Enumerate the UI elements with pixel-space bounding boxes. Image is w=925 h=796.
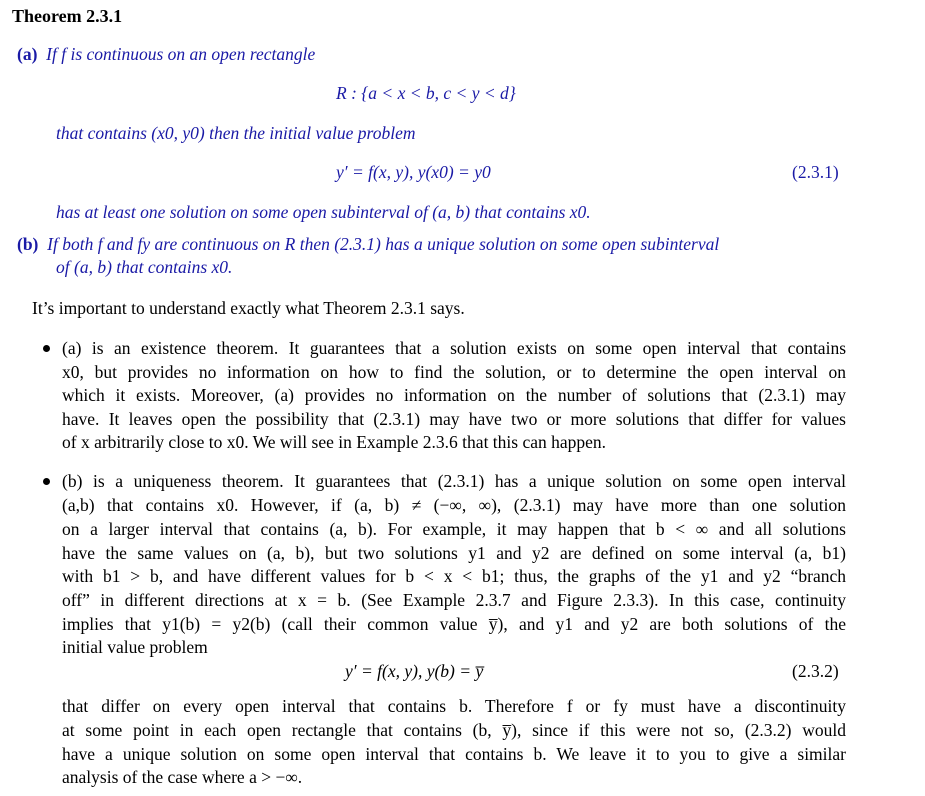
bullet-b-line-3: on a larger interval that contains (a, b). For example, it may happen that b < ∞ and all solutions [62,519,846,539]
part-a-conclusion: has at least one solution on some open subinterval of (a, b) that contains x0. [56,202,591,222]
bullet-b-line-2: (a,b) that contains x0. However, if (a, b) ≠ (−∞, ∞), (2.3.1) may have more than one solution [62,495,846,515]
theorem-part-a-intro [17,44,315,64]
bullet-b-line-6: off” in different directions at x = b. (See Example 2.3.7 and Figure 2.3.3). In this case, continuity [62,590,846,610]
bullet-b-line-7: implies that y1(b) = y2(b) (call their common value y̅), and y1 and y2 are both solutions of the [62,614,846,634]
equation-number-2-3-1: (2.3.1) [792,162,839,182]
bullet-b-dot [43,478,50,485]
equation-number-2-3-2: (2.3.2) [792,661,839,681]
part-b-line1-text: If both f and fy are continuous on R then (2.3.1) has a unique solution on some open subinterval [47,234,720,254]
bullet-a-line-2: x0, but provides no information on how to find the solution, or to determine the open interval on [62,362,846,382]
equation-2-3-1: y′ = f(x, y), y(x0) = y0 [336,162,491,182]
intro-sentence: It’s important to understand exactly what Theorem 2.3.1 says. [32,298,465,318]
part-a-contains: that contains (x0, y0) then the initial value problem [56,123,416,143]
theorem-part-b-line1 [17,234,847,254]
bullet-a-line-4: have. It leaves open the possibility that (2.3.1) may have two or more solutions that differ for values [62,409,846,429]
bullet-b-after-line-1: that differ on every open interval that contains b. Therefore f or fy must have a discontinuity [62,696,846,716]
theorem-part-b-line2: of (a, b) that contains x0. [56,257,233,277]
bullet-b-line-1: (b) is a uniqueness theorem. It guarantees that (2.3.1) has a unique solution on some open interval [62,471,846,491]
rectangle-definition: R : {a < x < b, c < y < d} [336,83,516,103]
bullet-a-dot [43,345,50,352]
bullet-b-line-5: with b1 > b, and have different values for b < x < b1; thus, the graphs of the y1 and y2 “branch [62,566,846,586]
bullet-a-line-3: which it exists. Moreover, (a) provides no information on the number of solutions that (2.3.1) may [62,385,846,405]
equation-2-3-2: y′ = f(x, y), y(b) = y̅ [345,661,484,681]
bullet-b-line-8: initial value problem [62,637,208,657]
bullet-b-after-line-2: at some point in each open rectangle that contains (b, y̅), since if this were not so, (2.3.2) would [62,720,846,740]
theorem-title: Theorem 2.3.1 [12,6,123,26]
part-b-label: (b) [17,234,39,254]
bullet-a-line-5: of x arbitrarily close to x0. We will see in Example 2.3.6 that this can happen. [62,432,607,452]
part-a-intro-text: If f is continuous on an open rectangle [46,44,316,64]
bullet-b-after-line-3: have a unique solution on some open interval that contains b. We leave it to you to give a similar [62,744,846,764]
bullet-b-after-line-4: analysis of the case where a > −∞. [62,767,303,787]
bullet-b-line-4: have the same values on (a, b), but two solutions y1 and y2 are defined on some interval (a, b1) [62,543,846,563]
part-a-label: (a) [17,44,38,64]
bullet-a-line-1: (a) is an existence theorem. It guarantees that a solution exists on some open interval that contains [62,338,846,358]
